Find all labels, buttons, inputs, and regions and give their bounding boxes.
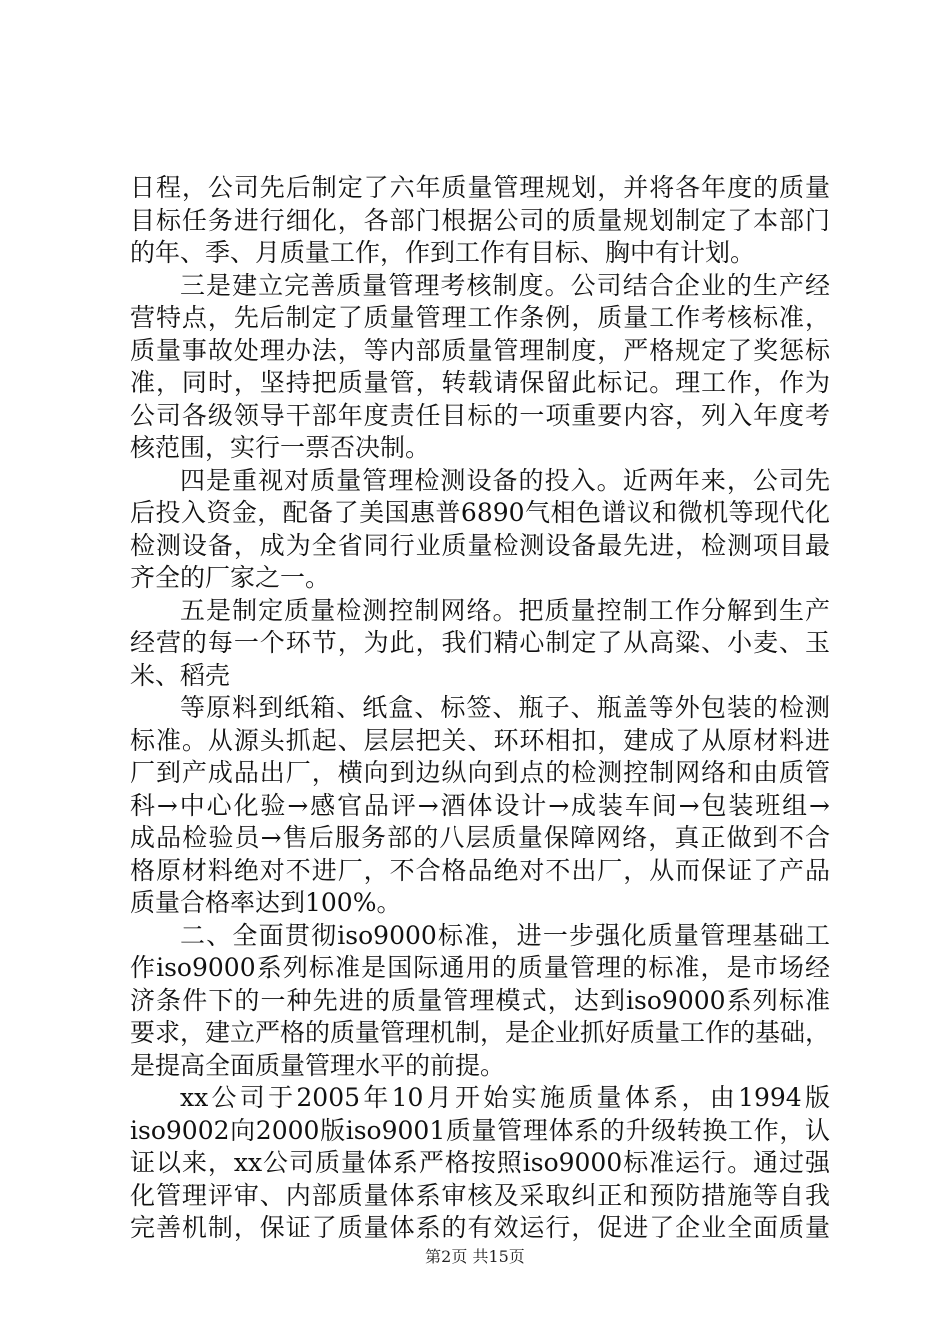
text-line: 的年、季、月质量工作，作到工作有目标、胸中有计划。 (130, 238, 756, 267)
text-line: 检测设备，成为全省同行业质量检测设备最先进，检测项目最 (130, 530, 830, 560)
text-line: 经营的每一个环节，为此，我们精心制定了从高粱、小麦、玉 (130, 628, 830, 657)
text-line: 目标任务进行细化，各部门根据公司的质量规划制定了本部门 (130, 205, 830, 235)
text-line: 营特点，先后制定了质量管理工作条例，质量工作考核标准， (130, 303, 830, 332)
document-body (130, 172, 830, 1245)
text-line: 齐全的厂家之一。 (130, 563, 331, 592)
text-line: 质量合格率达到100%。 (130, 888, 402, 917)
paragraph-start-line: 五是制定质量检测控制网络。把质量控制工作分解到生产 (180, 595, 830, 625)
text-line: 济条件下的一种先进的质量管理模式，达到iso9000系列标准 (130, 985, 830, 1015)
paragraph-start-line: xx公司于2005年10月开始实施质量体系，由1994版 (180, 1083, 830, 1112)
text-line: 厂到产成品出厂，横向到边纵向到点的检测控制网络和由质管 (130, 758, 830, 787)
paragraph-start-line: 四是重视对质量管理检测设备的投入。近两年来，公司先 (180, 465, 830, 495)
text-line: 准，同时，坚持把质量管，转载请保留此标记。理工作，作为 (130, 368, 830, 397)
text-line: 公司各级领导干部年度责任目标的一项重要内容，列入年度考 (130, 400, 830, 430)
text-line: 要求，建立严格的质量管理机制，是企业抓好质量工作的基础， (130, 1018, 830, 1047)
text-line: 后投入资金，配备了美国惠普6890气相色谱议和微机等现代化 (130, 498, 830, 527)
text-line: 完善机制，保证了质量体系的有效运行，促进了企业全面质量 (130, 1213, 830, 1242)
text-line: 成品检验员→售后服务部的八层质量保障网络，真正做到不合 (130, 823, 830, 852)
paragraph-start-line: 三是建立完善质量管理考核制度。公司结合企业的生产经 (180, 270, 830, 300)
text-line: 科→中心化验→感官品评→酒体设计→成装车间→包装班组→ (130, 790, 830, 820)
text-line: 标准。从源头抓起、层层把关、环环相扣，建成了从原材料进 (130, 725, 830, 755)
text-line: 质量事故处理办法，等内部质量管理制度，严格规定了奖惩标 (130, 335, 830, 365)
paragraph-start-line: 二、全面贯彻iso9000标准，进一步强化质量管理基础工 (180, 920, 830, 950)
text-line: iso9002向2000版iso9001质量管理体系的升级转换工作，认 (130, 1115, 830, 1145)
text-line: 化管理评审、内部质量体系审核及采取纠正和预防措施等自我 (130, 1180, 830, 1210)
text-line: 是提高全面质量管理水平的前提。 (130, 1050, 506, 1080)
text-line: 日程，公司先后制定了六年质量管理规划，并将各年度的质量 (130, 173, 830, 202)
text-line: 核范围，实行一票否决制。 (130, 433, 431, 462)
text-line: 格原材料绝对不进厂，不合格品绝对不出厂，从而保证了产品 (130, 855, 830, 885)
text-line: 米、稻壳 (130, 660, 231, 690)
text-line: 证以来，xx公司质量体系严格按照iso9000标准运行。通过强 (130, 1148, 830, 1177)
text-line: 作iso9000系列标准是国际通用的质量管理的标准，是市场经 (130, 953, 830, 982)
page-number-footer: 第2页 共15页 (425, 1247, 525, 1266)
paragraph-start-line: 等原料到纸箱、纸盒、标签、瓶子、瓶盖等外包装的检测 (180, 693, 830, 722)
